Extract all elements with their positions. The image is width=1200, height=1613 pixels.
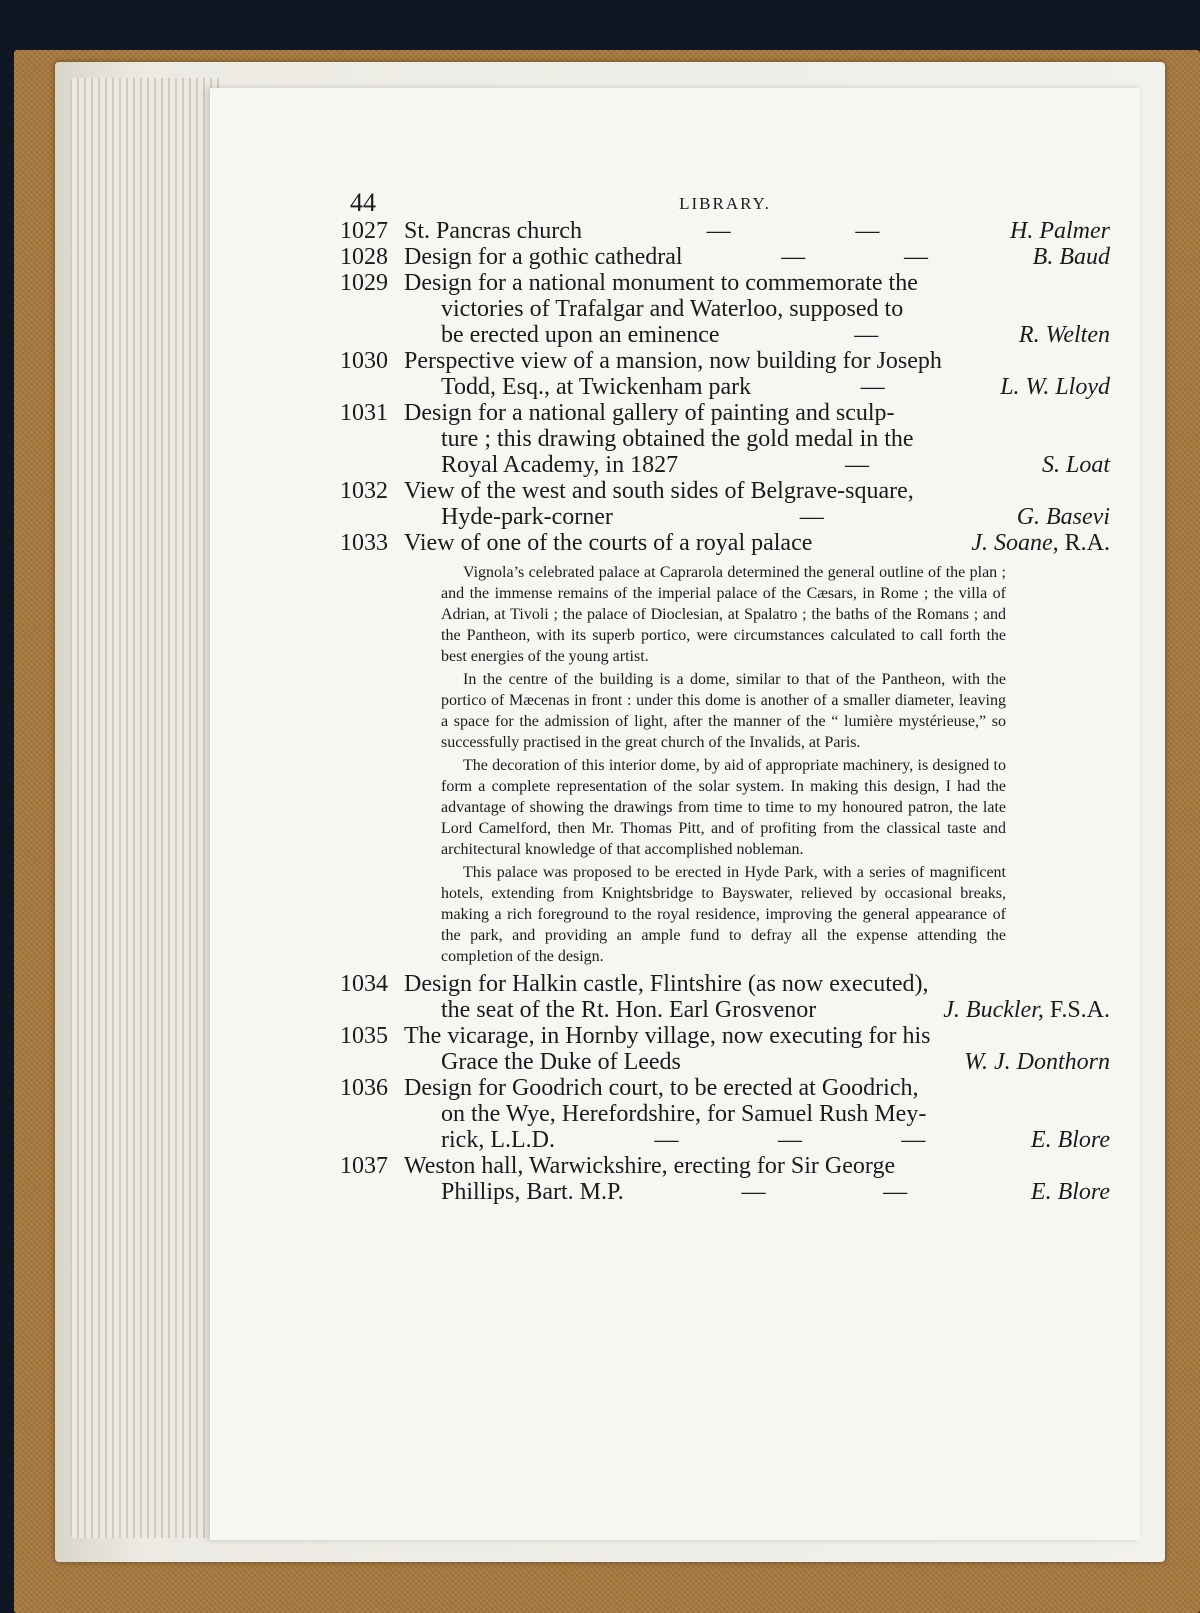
entry-line <box>340 1075 1110 1101</box>
author-suffix: F.S.A. <box>1043 997 1110 1023</box>
dash-mark: — <box>855 218 880 244</box>
entry-line <box>340 478 1110 504</box>
entry-title: Design for a gothic cathedral <box>404 244 683 270</box>
author-suffix: R.A. <box>1058 530 1110 556</box>
entry-line <box>340 530 1110 556</box>
entry-title: Design for Goodrich court, to be erected at Goodrich, <box>404 1075 919 1101</box>
dash-mark: — <box>654 1127 679 1153</box>
entry-title: Hyde-park-corner <box>441 504 613 530</box>
note-paragraph: The decoration of this interior dome, by aid of appropriate machinery, is designed to form a complete representation of the solar system. In making this design, I had the advantage of showing the drawings from time to time to my honoured patron, the late Lord Camelford, then Mr. Thomas Pitt, and of profiting from the classical taste and architectural knowledge of that accomplished nobleman. <box>441 757 1006 858</box>
entry-number: 1037 <box>340 1153 388 1179</box>
entry-title: View of one of the courts of a royal palace <box>404 530 813 556</box>
dash-mark: — <box>799 504 824 530</box>
entry-line <box>340 322 1110 348</box>
catalogue-entry <box>340 478 1110 530</box>
entry-title: be erected upon an eminence <box>441 322 720 348</box>
dash-mark: — <box>883 1179 908 1205</box>
catalogue-entry <box>340 400 1110 478</box>
dash-mark: — <box>860 374 885 400</box>
entry-title: Design for a national gallery of painting and sculp- <box>404 400 895 426</box>
entries-list-continued <box>340 971 1110 1205</box>
entry-number: 1031 <box>340 400 388 426</box>
entry-author: G. Basevi <box>1016 504 1110 530</box>
entry-line <box>340 452 1110 478</box>
entry-line <box>340 1049 1110 1075</box>
entry-title: The vicarage, in Hornby village, now executing for his <box>404 1023 931 1049</box>
catalogue-entry <box>340 270 1110 348</box>
entry-author: H. Palmer <box>1010 218 1110 244</box>
entry-title: Grace the Duke of Leeds <box>441 1049 681 1075</box>
entry-line <box>340 218 1110 244</box>
entry-author: E. Blore <box>1030 1179 1110 1205</box>
entry-title: St. Pancras church <box>404 218 582 244</box>
entry-title: Weston hall, Warwickshire, erecting for Sir George <box>404 1153 896 1179</box>
dash-leader <box>613 504 1011 530</box>
catalogue-entry <box>340 348 1110 400</box>
running-head <box>340 188 1110 218</box>
dash-mark: — <box>845 452 870 478</box>
entry-author: S. Loat <box>1041 452 1110 478</box>
dash-leader <box>751 374 994 400</box>
dash-mark: — <box>781 244 806 270</box>
dash-mark: — <box>741 1179 766 1205</box>
entry-title: on the Wye, Herefordshire, for Samuel Rush Mey- <box>441 1101 927 1127</box>
catalogue-entry <box>340 530 1110 556</box>
dash-mark: — <box>777 1127 802 1153</box>
entry-number: 1027 <box>340 218 388 244</box>
entry-title: View of the west and south sides of Belgrave-square, <box>404 478 914 504</box>
entry-line <box>340 1127 1110 1153</box>
dash-mark: — <box>854 322 879 348</box>
entry-number: 1035 <box>340 1023 388 1049</box>
entry-title: Design for Halkin castle, Flintshire (as now executed), <box>404 971 929 997</box>
note-paragraph: In the centre of the building is a dome, similar to that of the Pantheon, with the portico of Mæcenas in front : under this dome is another of a smaller diameter, leaving a space for the admission of light, after the manner of the “ lumière mystérieuse,” so successfully practised in the great church of the Invalids, at Paris. <box>441 671 1006 751</box>
entry-line <box>340 426 1110 452</box>
page <box>210 88 1140 1540</box>
entry-number: 1036 <box>340 1075 388 1101</box>
entry-line <box>340 1179 1110 1205</box>
entry-title: ture ; this drawing obtained the gold medal in the <box>441 426 914 452</box>
entry-title: rick, L.L.D. <box>441 1127 555 1153</box>
note-paragraph: Vignola’s celebrated palace at Caprarola determined the general outline of the plan ; and the immense remains of the imperial palace of the Cæsars, in Rome ; the villa of Adrian, at Tivoli ; the palace of Dioclesian, at Spalatro ; the baths of the Romans ; and the Pantheon, with its superb portico, were circumstances calculated to call forth the best energies of the young artist. <box>441 564 1006 665</box>
running-title: LIBRARY. <box>679 194 771 213</box>
page-content <box>340 188 1110 1205</box>
dash-leader <box>683 244 1027 270</box>
entries-list <box>340 218 1110 556</box>
entry-title: Phillips, Bart. M.P. <box>441 1179 624 1205</box>
entry-number: 1034 <box>340 971 388 997</box>
page-number: 44 <box>350 188 376 217</box>
entry-line <box>340 971 1110 997</box>
dash-leader <box>624 1179 1025 1205</box>
dash-leader <box>555 1127 1025 1153</box>
entry-number: 1030 <box>340 348 388 374</box>
catalogue-entry <box>340 1023 1110 1075</box>
dash-mark: — <box>706 218 731 244</box>
entry-title: Perspective view of a mansion, now building for Joseph <box>404 348 942 374</box>
entry-number: 1033 <box>340 530 388 556</box>
dash-mark: — <box>903 244 928 270</box>
dash-mark: — <box>901 1127 926 1153</box>
dash-leader <box>678 452 1036 478</box>
entry-line <box>340 997 1110 1023</box>
entry-line <box>340 374 1110 400</box>
entry-author: J. Soane, R.A. <box>971 530 1110 556</box>
catalogue-note <box>441 562 1006 967</box>
entry-author: E. Blore <box>1030 1127 1110 1153</box>
entry-line <box>340 504 1110 530</box>
entry-number: 1032 <box>340 478 388 504</box>
entry-number: 1029 <box>340 270 388 296</box>
entry-line <box>340 1023 1110 1049</box>
entry-title: victories of Trafalgar and Waterloo, supposed to <box>441 296 904 322</box>
entry-title: Todd, Esq., at Twickenham park <box>441 374 752 400</box>
catalogue-entry <box>340 971 1110 1023</box>
entry-title: Design for a national monument to commemorate the <box>404 270 918 296</box>
entry-title: Royal Academy, in 1827 <box>441 452 679 478</box>
page-edges <box>70 78 220 1538</box>
dash-leader <box>582 218 1004 244</box>
entry-line <box>340 400 1110 426</box>
entry-author: L. W. Lloyd <box>1000 374 1110 400</box>
catalogue-entry <box>340 1153 1110 1205</box>
entry-author: J. Buckler, F.S.A. <box>943 997 1110 1023</box>
entry-author: W. J. Donthorn <box>964 1049 1110 1075</box>
entry-number: 1028 <box>340 244 388 270</box>
entry-line <box>340 1153 1110 1179</box>
entry-author: B. Baud <box>1032 244 1110 270</box>
entry-line <box>340 348 1110 374</box>
dash-leader <box>720 322 1013 348</box>
note-paragraph: This palace was proposed to be erected in Hyde Park, with a series of magnificent hotels, extending from Knightsbridge to Bayswater, relieved by occasional breaks, making a rich foreground to the royal residence, improving the general appearance of the park, and providing an ample fund to defray all the expense attending the completion of the design. <box>441 864 1006 965</box>
entry-line <box>340 296 1110 322</box>
catalogue-entry <box>340 244 1110 270</box>
entry-line <box>340 270 1110 296</box>
entry-line <box>340 244 1110 270</box>
entry-author: R. Welten <box>1018 322 1110 348</box>
catalogue-entry <box>340 218 1110 244</box>
entry-title: the seat of the Rt. Hon. Earl Grosvenor <box>441 997 817 1023</box>
catalogue-entry <box>340 1075 1110 1153</box>
entry-line <box>340 1101 1110 1127</box>
